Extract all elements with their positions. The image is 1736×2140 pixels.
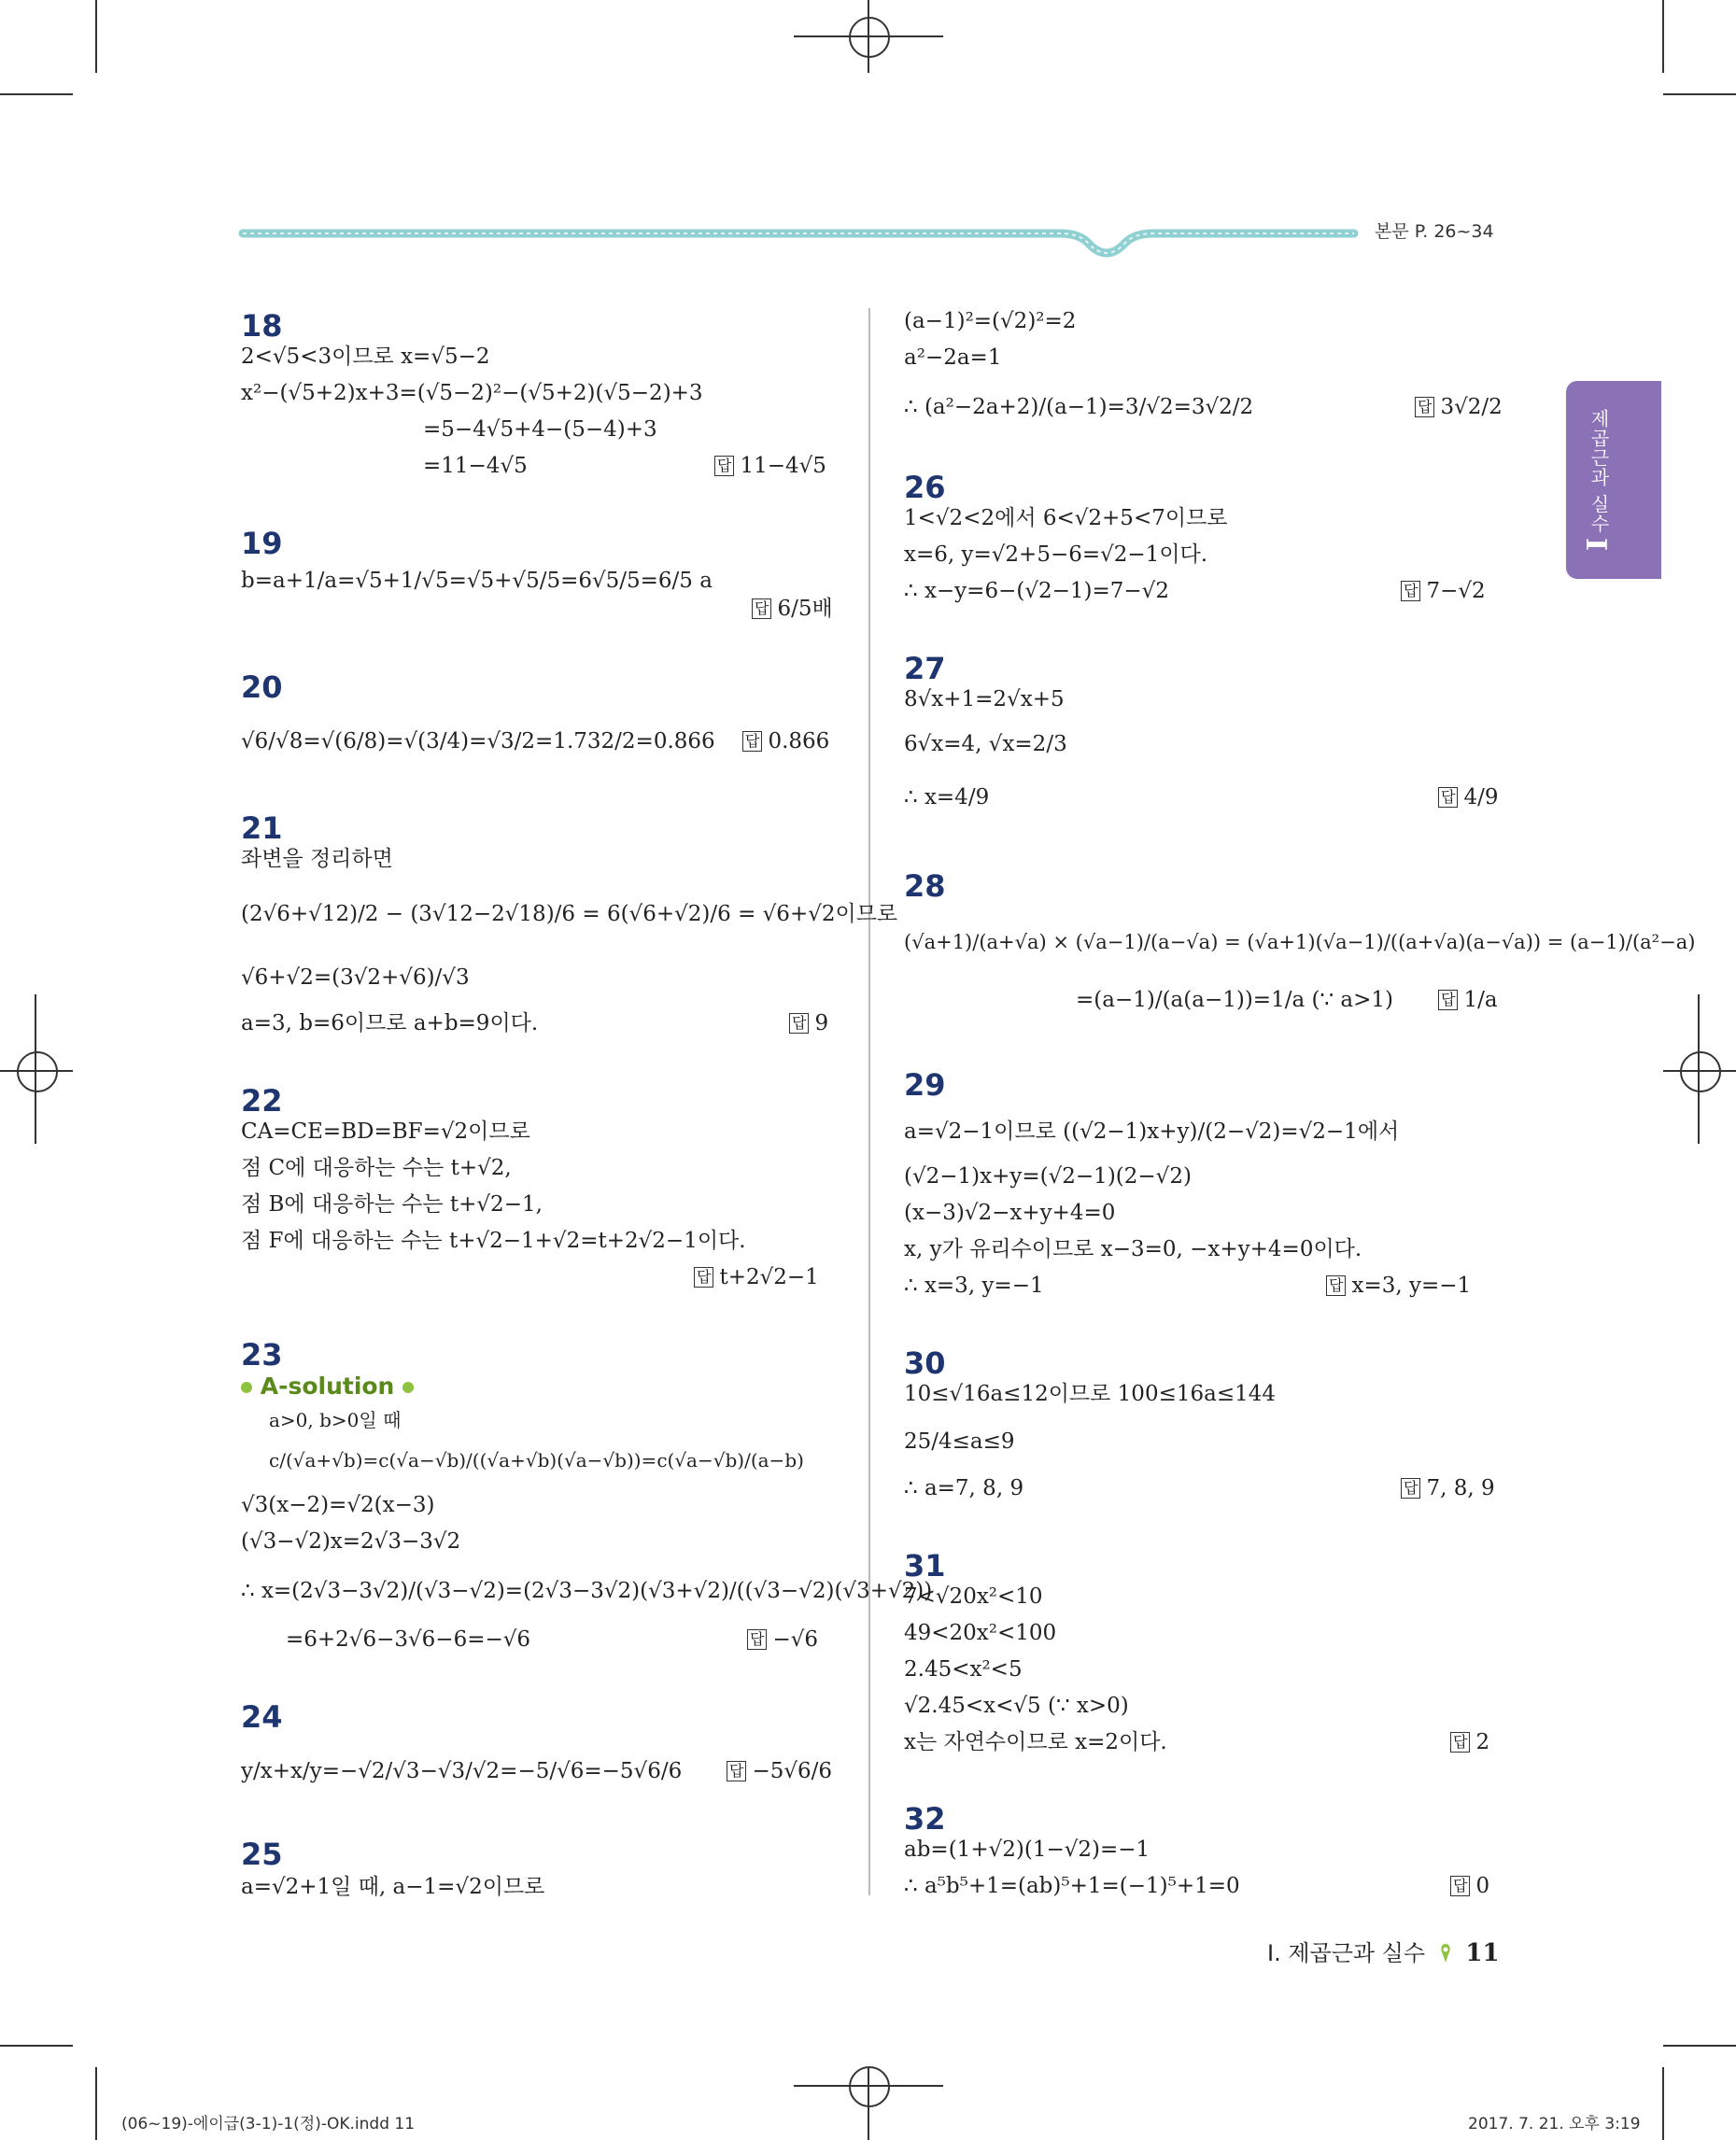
solution-line: 2<√5<3이므로 x=√5−2 (241, 345, 490, 369)
solution-line: (2√6+√12)/2 − (3√12−2√18)/6 = 6(√6+√2)/6 = √6+√2이므로 (241, 902, 898, 926)
solution-line: CA=CE=BD=BF=√2이므로 (241, 1119, 530, 1144)
solution-line: 25/4≤a≤9 (904, 1429, 1015, 1454)
problem-number: 20 (241, 669, 283, 705)
solution-line: x=6, y=√2+5−6=√2−1이다. (904, 542, 1208, 567)
answer-marker: 답 (742, 731, 762, 752)
solution-line: a=3, b=6이므로 a+b=9이다. (241, 1011, 539, 1035)
problem-number: 31 (904, 1548, 946, 1584)
solution-line: a=√2+1일 때, a−1=√2이므로 (241, 1875, 545, 1899)
solution-line: =6+2√6−3√6−6=−√6 (286, 1627, 531, 1652)
solution-line: 8√x+1=2√x+5 (904, 687, 1065, 711)
solution-line: ∴ x=3, y=−1 (904, 1274, 1044, 1298)
file-slug: (06~19)-에이급(3-1)-1(정)-OK.indd 11 (121, 2115, 416, 2133)
solution-line: (√2−1)x+y=(√2−1)(2−√2) (904, 1164, 1192, 1189)
answer-marker: 답 (1450, 1876, 1470, 1896)
problem-number: 19 (241, 526, 283, 561)
answer-value: 4/9 (1463, 785, 1499, 810)
answer-value: 9 (814, 1011, 829, 1035)
answer-value: 7, 8, 9 (1426, 1476, 1495, 1500)
answer (747, 1626, 818, 1653)
answer-value: 2 (1475, 1730, 1490, 1754)
problem-number: 23 (241, 1337, 283, 1373)
solution-line: y/x+x/y=−√2/√3−√3/√2=−5/√6=−5√6/6 (241, 1759, 683, 1783)
print-timestamp: 2017. 7. 21. 오후 3:19 (1468, 2115, 1641, 2133)
problem-number: 25 (241, 1837, 283, 1872)
solution-line: 49<20x²<100 (904, 1621, 1057, 1645)
chapter-footer-text: I. 제곱근과 실수 (1267, 1940, 1426, 1966)
crop-mark (0, 93, 73, 95)
answer (1401, 578, 1486, 604)
answer-marker: 답 (752, 598, 771, 619)
answer-marker: 답 (727, 1761, 746, 1781)
solution-line: 1<√2<2에서 6<√2+5<7이므로 (904, 506, 1228, 530)
solution-line: (a−1)²=(√2)²=2 (904, 309, 1077, 333)
solution-line: =5−4√5+4−(5−4)+3 (423, 417, 657, 442)
solution-line: √6/√8=√(6/8)=√(3/4)=√3/2=1.732/2=0.866 (241, 729, 715, 753)
side-tab-label: 제곱근과 실수 (1588, 409, 1610, 534)
header-bar (238, 219, 1359, 261)
answer-value: 11−4√5 (740, 454, 826, 478)
answer-value: 1/a (1463, 988, 1498, 1012)
answer (1450, 1729, 1489, 1755)
answer-value: −√6 (772, 1627, 819, 1652)
problem-number: 30 (904, 1345, 946, 1381)
problem-number: 28 (904, 868, 946, 904)
crop-mark (1662, 0, 1664, 73)
bullet-dot-icon (402, 1382, 414, 1393)
problem-number: 24 (241, 1699, 283, 1735)
solution-line: =(a−1)/(a(a−1))=1/a (∵ a>1) (1076, 988, 1393, 1012)
solution-line: ∴ x−y=6−(√2−1)=7−√2 (904, 579, 1169, 603)
solution-line: ∴ (a²−2a+2)/(a−1)=3/√2=3√2/2 (904, 395, 1254, 419)
answer-marker: 답 (747, 1629, 767, 1650)
solution-line: (√3−√2)x=2√3−3√2 (241, 1529, 461, 1554)
answer-marker: 답 (1438, 787, 1458, 808)
bullet-dot-icon (241, 1382, 252, 1393)
solution-line: √3(x−2)=√2(x−3) (241, 1493, 435, 1517)
answer-value: x=3, y=−1 (1351, 1274, 1472, 1298)
chapter-footer (1267, 1935, 1500, 1967)
answer (1438, 987, 1498, 1013)
answer-value: 0.866 (768, 729, 830, 753)
answer-marker: 답 (1401, 1478, 1420, 1499)
solution-line: x는 자연수이므로 x=2이다. (904, 1730, 1167, 1754)
answer-value: −5√6/6 (752, 1759, 833, 1783)
solution-line: =11−4√5 (423, 454, 528, 478)
solution-label-text: A-solution (260, 1373, 395, 1400)
chapter-side-tab (1566, 381, 1661, 579)
problem-number: 27 (904, 651, 946, 686)
problem-number: 21 (241, 810, 283, 846)
answer-marker: 답 (1415, 397, 1434, 417)
solution-line: 2.45<x²<5 (904, 1657, 1023, 1682)
solution-line: 점 C에 대응하는 수는 t+√2, (241, 1156, 512, 1180)
solution-line: ∴ a=7, 8, 9 (904, 1476, 1024, 1500)
answer-marker: 답 (1326, 1275, 1346, 1296)
answer (714, 453, 826, 479)
solution-line: 점 F에 대응하는 수는 t+√2−1+√2=t+2√2−1이다. (241, 1229, 746, 1253)
answer (789, 1010, 828, 1036)
answer-marker: 답 (1450, 1732, 1470, 1753)
answer (752, 596, 833, 622)
answer (1401, 1475, 1495, 1501)
solution-line: ∴ x=(2√3−3√2)/(√3−√2)=(2√3−3√2)(√3+√2)/((√3−√2)(√3+√2)) (241, 1579, 933, 1603)
solution-line: a>0, b>0일 때 (269, 1409, 402, 1431)
answer (1450, 1873, 1489, 1899)
answer-value: 6/5배 (777, 597, 833, 621)
solution-line: a=√2−1이므로 ((√2−1)x+y)/(2−√2)=√2−1에서 (904, 1119, 1400, 1144)
solution-line: ∴ x=4/9 (904, 785, 990, 810)
answer (1415, 394, 1503, 420)
problem-number: 18 (241, 308, 283, 344)
crop-mark (1663, 2045, 1736, 2047)
problem-number: 29 (904, 1067, 946, 1103)
column-divider (868, 308, 870, 1895)
page-reference: 본문 P. 26~34 (1375, 221, 1494, 242)
solution-line: √2.45<x<√5 (∵ x>0) (904, 1694, 1129, 1718)
solution-line: 좌변을 정리하면 (241, 847, 393, 871)
solution-line: ab=(1+√2)(1−√2)=−1 (904, 1837, 1150, 1862)
solution-line: √6+√2=(3√2+√6)/√3 (241, 965, 470, 990)
crop-mark (1662, 2067, 1664, 2140)
solution-line: 점 B에 대응하는 수는 t+√2−1, (241, 1192, 543, 1217)
crop-mark (95, 0, 97, 73)
answer-value: 0 (1475, 1874, 1490, 1898)
answer (694, 1264, 819, 1290)
problem-number: 26 (904, 470, 946, 505)
crop-mark (0, 2045, 73, 2047)
answer (742, 728, 829, 754)
answer-value: t+2√2−1 (719, 1265, 819, 1289)
answer (727, 1758, 832, 1784)
problem-number: 32 (904, 1801, 946, 1837)
solution-line: ∴ a⁵b⁵+1=(ab)⁵+1=(−1)⁵+1=0 (904, 1874, 1240, 1898)
solution-line: x²−(√5+2)x+3=(√5−2)²−(√5+2)(√5−2)+3 (241, 381, 703, 405)
solution-line: (√a+1)/(a+√a) × (√a−1)/(a−√a) = (√a+1)(√a−1)/((a+√a)(a−√a)) = (a−1)/(a²−a) (904, 931, 1696, 953)
pin-icon (1438, 1942, 1453, 1964)
solution-line: 6√x=4, √x=2/3 (904, 732, 1067, 756)
side-tab-roman: I (1579, 538, 1612, 552)
answer-value: 7−√2 (1426, 579, 1486, 603)
crop-mark (95, 2067, 97, 2140)
a-solution-label (241, 1373, 414, 1400)
solution-line: x, y가 유리수이므로 x−3=0, −x+y+4=0이다. (904, 1237, 1362, 1261)
solution-line: c/(√a+√b)=c(√a−√b)/((√a+√b)(√a−√b))=c(√a−√b)/(a−b) (269, 1449, 804, 1471)
answer-marker: 답 (714, 456, 734, 476)
problem-number: 22 (241, 1083, 283, 1119)
crop-mark (1663, 93, 1736, 95)
solution-line: 10≤√16a≤12이므로 100≤16a≤144 (904, 1382, 1276, 1406)
answer-marker: 답 (1438, 990, 1458, 1010)
solution-line: 7<√20x²<10 (904, 1584, 1043, 1609)
solution-line: (x−3)√2−x+y+4=0 (904, 1201, 1116, 1225)
answer-marker: 답 (694, 1267, 713, 1288)
answer-marker: 답 (1401, 581, 1420, 601)
solution-line: b=a+1/a=√5+1/√5=√5+√5/5=6√5/5=6/5 a (241, 569, 713, 593)
answer (1326, 1273, 1471, 1299)
page-number: 11 (1465, 1939, 1500, 1967)
solution-line: a²−2a=1 (904, 345, 1002, 370)
answer-marker: 답 (789, 1013, 809, 1034)
answer-value: 3√2/2 (1440, 395, 1503, 419)
answer (1438, 784, 1498, 810)
